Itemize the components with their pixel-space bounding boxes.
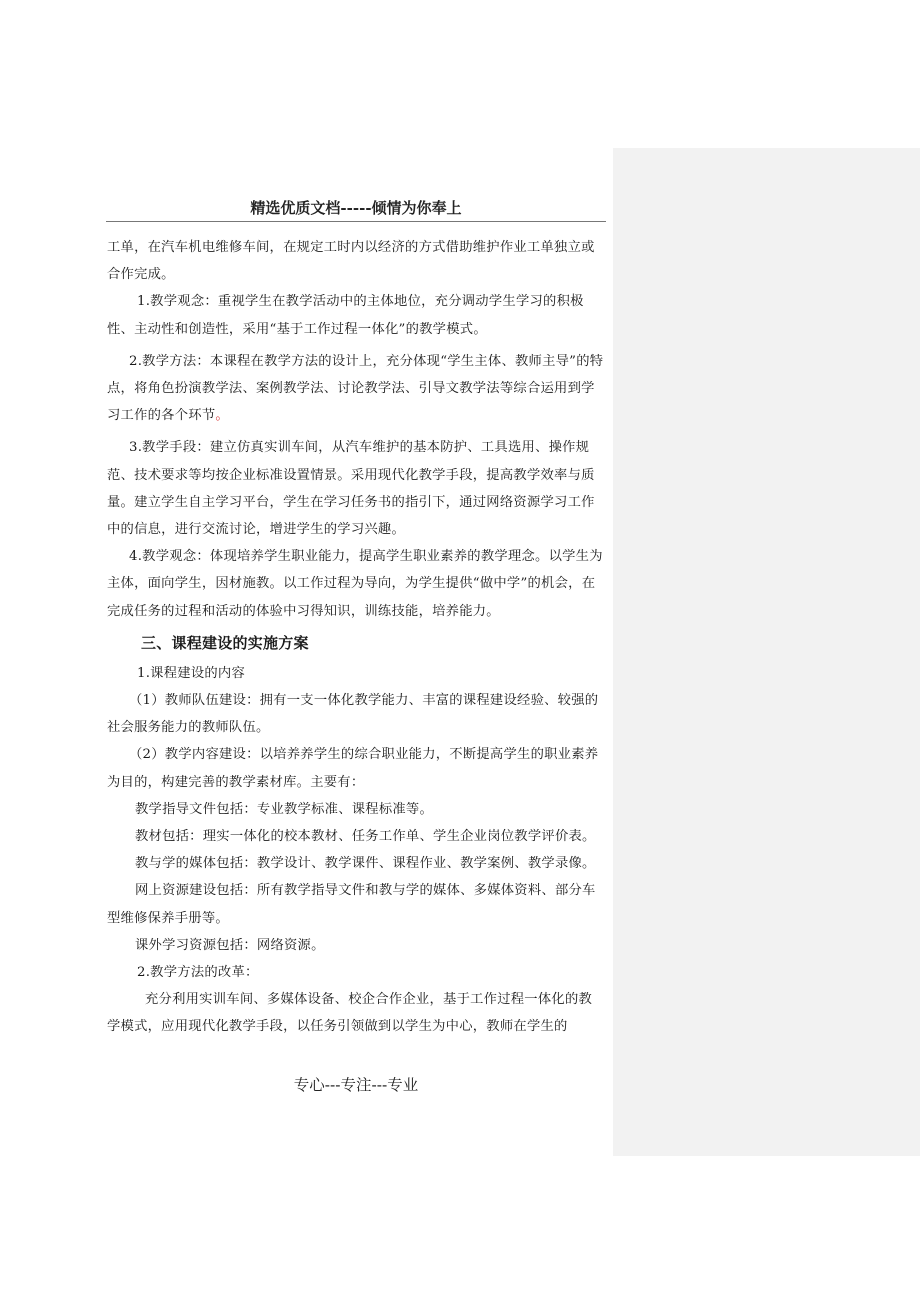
paragraph: 1.课程建设的内容 (137, 665, 246, 681)
paragraph-text: 2.教学方法：本课程在教学方法的设计上，充分体现“学生主体、教师主导”的特点，将角色扮演教学法、案例教学法、讨论教学法、引导文教学法等综合运用到学习工作的各个环节 (107, 353, 604, 424)
paragraph: 教与学的媒体包括：教学设计、教学课件、课程作业、教学案例、教学录像。 (135, 856, 596, 872)
paragraph (107, 348, 605, 430)
comment-pane (613, 148, 920, 1156)
paragraph: 课外学习资源包括：网络资源。 (135, 937, 325, 953)
paragraph: 1.教学观念：重视学生在教学活动中的主体地位，充分调动学生学习的积极性、主动性和创造性，采用“基于工作过程一体化”的教学模式。 (107, 294, 584, 337)
paragraph: 4.教学观念：体现培养学生职业能力，提高学生职业素养的教学理念。以学生为主体，面向学生，因材施教。以工作过程为导向，为学生提供“做中学”的机会，在完成任务的过程和活动的体验中习得知识，训练技能，培养能力。 (107, 549, 603, 619)
document-body (107, 234, 605, 1041)
paragraph: 教学指导文件包括：专业教学标准、课程标准等。 (135, 801, 434, 817)
paragraph: 教材包括：理实一体化的校本教材、任务工作单、学生企业岗位教学评价表。 (135, 829, 596, 845)
page-header: 精选优质文档-----倾情为你奉上 (250, 199, 462, 217)
paragraph: 充分利用实训车间、多媒体设备、校企合作企业，基于工作过程一体化的教学模式，应用现代化教学手段，以任务引领做到以学生为中心，教师在学生的 (107, 992, 593, 1035)
paragraph: 2.教学方法的改革： (137, 965, 259, 981)
paragraph: 3.教学手段：建立仿真实训车间，从汽车维护的基本防护、工具选用、操作规范、技术要求等均按企业标准设置情景。采用现代化教学手段，提高教学效率与质量。建立学生自主学习平台，学生在学习任务书的指引下，通过网络资源学习工作中的信息，进行交流讨论，增进学生的学习兴趣。 (107, 440, 595, 538)
section-heading: 三、课程建设的实施方案 (141, 633, 309, 652)
paragraph: （2）教学内容建设：以培养养学生的综合职业能力，不断提高学生的职业素养为目的，构建完善的教学素材库。主要有： (107, 747, 599, 790)
paragraph: （1）教师队伍建设：拥有一支一体化教学能力、丰富的课程建设经验、较强的社会服务能力的教师队伍。 (107, 693, 599, 736)
paragraph: 工单，在汽车机电维修车间，在规定工时内以经济的方式借助维护作业工单独立或合作完成。 (107, 240, 595, 283)
revision-mark: 。 (215, 408, 229, 424)
page-footer: 专心---专注---专业 (293, 1076, 419, 1094)
paragraph: 网上资源建设包括：所有教学指导文件和教与学的媒体、多媒体资料、部分车型维修保养手册等。 (107, 883, 596, 926)
header-divider (106, 221, 606, 222)
